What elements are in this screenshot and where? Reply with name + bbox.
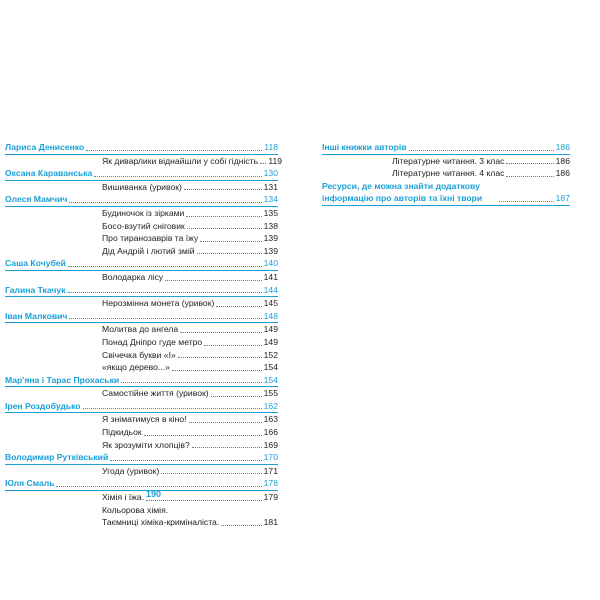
page-ref: 149 <box>263 324 278 335</box>
page-ref: 139 <box>263 233 278 244</box>
dot-leader <box>184 189 262 190</box>
dot-leader <box>165 280 261 281</box>
toc-work-entry <box>5 465 278 478</box>
page-ref: 140 <box>263 258 278 269</box>
work-title: Літературне читання. 4 клас <box>392 168 505 179</box>
page-ref: 163 <box>263 414 278 425</box>
page-ref: 154 <box>263 362 278 373</box>
dot-leader <box>161 473 261 474</box>
work-title: Молитва до ангела <box>102 324 179 335</box>
toc-work-entry <box>5 297 278 310</box>
page-number: 190 <box>146 489 162 499</box>
dot-leader <box>192 447 262 448</box>
work-title: Будиночок із зірками <box>102 207 185 218</box>
toc-author-entry <box>5 193 278 206</box>
page-ref: 154 <box>263 374 278 385</box>
page-ref: 169 <box>263 439 278 450</box>
dot-leader <box>68 266 262 267</box>
toc-work-entry <box>5 336 278 349</box>
author-name: Ресурси, де можна знайти додаткову інформацію про авторів та їхні твори <box>322 180 483 204</box>
page-ref: 148 <box>263 310 278 321</box>
page-ref: 152 <box>263 349 278 360</box>
toc-work-entry <box>5 271 278 284</box>
toc-author-entry <box>5 167 278 180</box>
dot-leader <box>83 408 262 409</box>
dot-leader <box>172 370 262 371</box>
toc-work-entry <box>322 167 570 180</box>
dot-leader <box>204 345 261 346</box>
author-name: Іван Малкович <box>5 310 68 321</box>
toc-author-entry <box>322 141 570 154</box>
page-ref: 119 <box>268 155 283 166</box>
toc-author-entry <box>5 141 278 154</box>
work-title: Угода (уривок) <box>102 465 160 476</box>
author-name: Володимир Рутківський <box>5 452 109 463</box>
work-title: Босо-взутий сніговик <box>102 220 185 231</box>
work-title: Як диварлики віднайшли у собі гідність <box>102 155 259 166</box>
author-divider <box>322 205 570 206</box>
page-ref: 186 <box>555 155 570 166</box>
toc-author-entry <box>5 310 278 323</box>
author-name: Оксана Караванська <box>5 168 93 179</box>
page-ref: 162 <box>263 400 278 411</box>
dot-leader <box>197 253 262 254</box>
page-ref: 144 <box>263 284 278 295</box>
page-ref: 139 <box>263 245 278 256</box>
work-title: Вишиванка (уривок) <box>102 181 182 192</box>
dot-leader <box>189 422 262 423</box>
page-ref: 141 <box>263 271 278 282</box>
toc-author-entry <box>5 477 278 490</box>
author-name: Саша Кочубей <box>5 258 66 269</box>
work-title: Літературне читання. 3 клас <box>392 155 505 166</box>
work-title: «якщо дерево...» <box>102 362 170 373</box>
dot-leader <box>499 201 554 202</box>
page-ref: 130 <box>263 168 278 179</box>
dot-leader <box>94 176 261 177</box>
page-ref: 145 <box>263 298 278 309</box>
work-title: Понад Дніпро гуде метро <box>102 336 203 347</box>
toc-work-entry <box>5 349 278 362</box>
page-ref: 178 <box>263 478 278 489</box>
author-name: Галина Ткачук <box>5 284 66 295</box>
dot-leader <box>56 486 261 487</box>
toc-entry-title: Кольорова хімія. <box>102 504 169 515</box>
author-name: Олеся Мамчич <box>5 194 68 205</box>
dot-leader <box>178 357 262 358</box>
work-title: Хімія і їжа. <box>102 492 145 503</box>
work-title: Дід Андрій і лютий змій <box>102 245 195 256</box>
work-title: Підкидьок <box>102 427 142 438</box>
dot-leader <box>506 163 553 164</box>
toc-work-entry <box>5 413 278 426</box>
toc-work-entry <box>5 387 278 400</box>
dot-leader <box>69 202 261 203</box>
toc-work-entry <box>5 361 278 374</box>
page-ref: 170 <box>263 452 278 463</box>
work-title: Свічечка букви «І» <box>102 349 176 360</box>
dot-leader <box>409 150 554 151</box>
page-ref: 186 <box>555 168 570 179</box>
toc-author-entry <box>5 257 278 270</box>
dot-leader <box>187 228 262 229</box>
dot-leader <box>121 382 261 383</box>
toc-work-entry <box>5 323 278 336</box>
author-name: Мар'яна і Тарас Прохаськи <box>5 374 120 385</box>
dot-leader <box>211 396 262 397</box>
page-ref: 138 <box>263 220 278 231</box>
work-title: Я зніматимуся в кіно! <box>102 414 187 425</box>
dot-leader <box>144 435 262 436</box>
toc-work-entry <box>5 516 278 529</box>
work-title: Як зрозуміти хлопців? <box>102 439 190 450</box>
toc-work-entry <box>5 245 278 258</box>
dot-leader <box>180 332 261 333</box>
dot-leader <box>86 150 262 151</box>
dot-leader <box>200 241 261 242</box>
dot-leader <box>506 176 553 177</box>
toc-work-entry <box>5 155 283 168</box>
toc-work-entry <box>5 439 278 452</box>
page-ref: 186 <box>555 142 570 152</box>
page-ref: 155 <box>263 388 278 399</box>
work-title: Таємниці хіміка-криміналіста. <box>102 517 220 528</box>
page-ref: 118 <box>264 142 278 152</box>
page-ref: 131 <box>263 181 278 192</box>
page-ref: 166 <box>263 427 278 438</box>
toc-author-entry <box>5 374 278 387</box>
author-name: Лариса Денисенко <box>5 142 85 152</box>
dot-leader <box>146 500 262 501</box>
page-ref: 171 <box>263 465 278 476</box>
toc-work-entry <box>5 491 278 504</box>
author-name: Інші книжки авторів <box>322 142 407 152</box>
dot-leader <box>68 292 262 293</box>
toc-left-column <box>5 141 283 529</box>
toc-work-entry <box>5 220 278 233</box>
toc-work-entry <box>5 207 278 220</box>
dot-leader <box>221 525 261 526</box>
work-title: Нерозмінна монета (уривок) <box>102 298 215 309</box>
dot-leader <box>216 306 261 307</box>
page-ref: 181 <box>263 517 278 528</box>
work-title: Самостійне життя (уривок) <box>102 388 209 399</box>
page-ref: 179 <box>263 492 278 503</box>
page-ref: 187 <box>555 193 570 204</box>
toc-author-entry <box>322 180 570 205</box>
page-ref: 135 <box>263 207 278 218</box>
dot-leader <box>260 163 266 164</box>
work-title: Про тиранозаврів та їжу <box>102 233 199 244</box>
page-ref: 134 <box>263 194 278 205</box>
dot-leader <box>110 460 261 461</box>
toc-author-entry <box>5 284 278 297</box>
dot-leader <box>186 216 261 217</box>
author-name: Ірен Роздобудько <box>5 400 81 411</box>
page-ref: 149 <box>263 336 278 347</box>
work-title: Володарка лісу <box>102 271 164 282</box>
toc-work-entry <box>322 155 570 168</box>
toc-work-entry <box>5 426 278 439</box>
toc-work-entry <box>5 232 278 245</box>
toc-work-entry <box>5 181 278 194</box>
dot-leader <box>69 318 261 319</box>
toc-author-entry <box>5 400 278 413</box>
toc-author-entry <box>5 451 278 464</box>
author-name: Юля Смаль <box>5 478 55 489</box>
toc-right-column <box>322 141 570 206</box>
